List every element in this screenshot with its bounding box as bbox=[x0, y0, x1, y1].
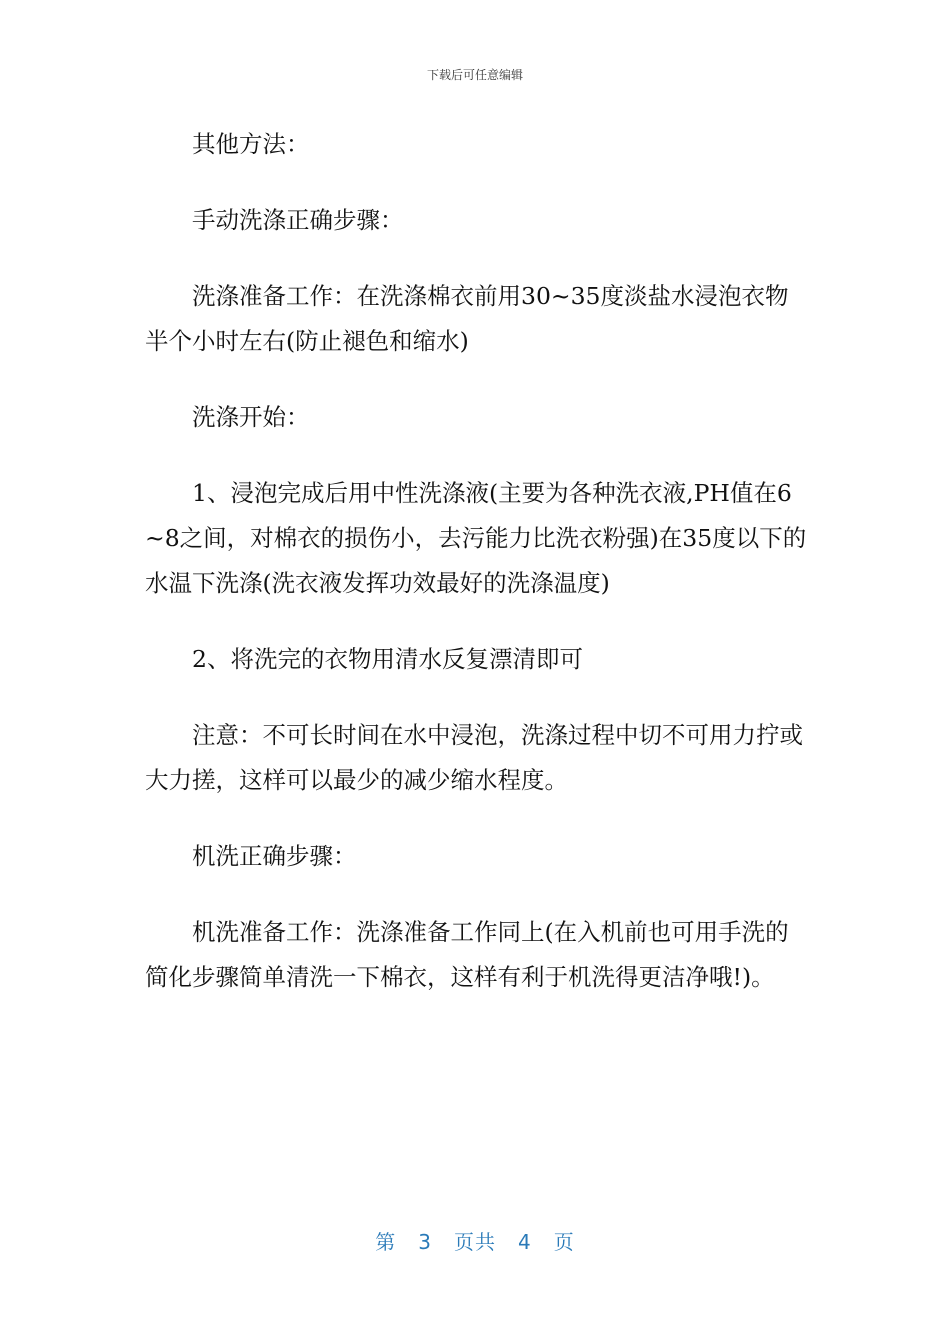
paragraph-hand-wash-prep: 洗涤准备工作：在洗涤棉衣前用30~35度淡盐水浸泡衣物半个小时左右(防止褪色和缩水) bbox=[145, 282, 789, 355]
footer-page-prefix: 第 bbox=[375, 1230, 397, 1254]
paragraph-step-1: 1、浸泡完成后用中性洗涤液(主要为各种洗衣液,PH值在6~8之间，对棉衣的损伤小，去污能力比洗衣粉强)在35度以下的水温下洗涤(洗衣液发挥功效最好的洗涤温度) bbox=[145, 479, 807, 597]
paragraph-hand-wash-title: 手动洗涤正确步骤： bbox=[192, 206, 404, 234]
paragraph-note: 注意：不可长时间在水中浸泡，洗涤过程中切不可用力拧或大力搓，这样可以最少的减少缩水程度。 bbox=[145, 721, 803, 794]
paragraph-other-methods: 其他方法： bbox=[192, 130, 310, 158]
footer-total-pages: 4 bbox=[518, 1230, 532, 1254]
document-body bbox=[145, 122, 810, 1031]
paragraph-wash-start: 洗涤开始： bbox=[192, 403, 310, 431]
page-header-note: 下载后可任意编辑 bbox=[426, 68, 523, 82]
footer-page-suffix: 页 bbox=[553, 1230, 575, 1254]
paragraph-machine-wash-prep: 机洗准备工作：洗涤准备工作同上(在入机前也可用手洗的简化步骤简单清洗一下棉衣，这样有利于机洗得更洁净哦!)。 bbox=[145, 918, 789, 991]
paragraph-machine-wash-title: 机洗正确步骤： bbox=[192, 842, 357, 870]
footer-current-page: 3 bbox=[418, 1230, 432, 1254]
page-footer bbox=[0, 1226, 950, 1255]
paragraph-step-2: 2、将洗完的衣物用清水反复漂清即可 bbox=[192, 645, 583, 673]
footer-page-mid: 页共 bbox=[454, 1230, 496, 1254]
